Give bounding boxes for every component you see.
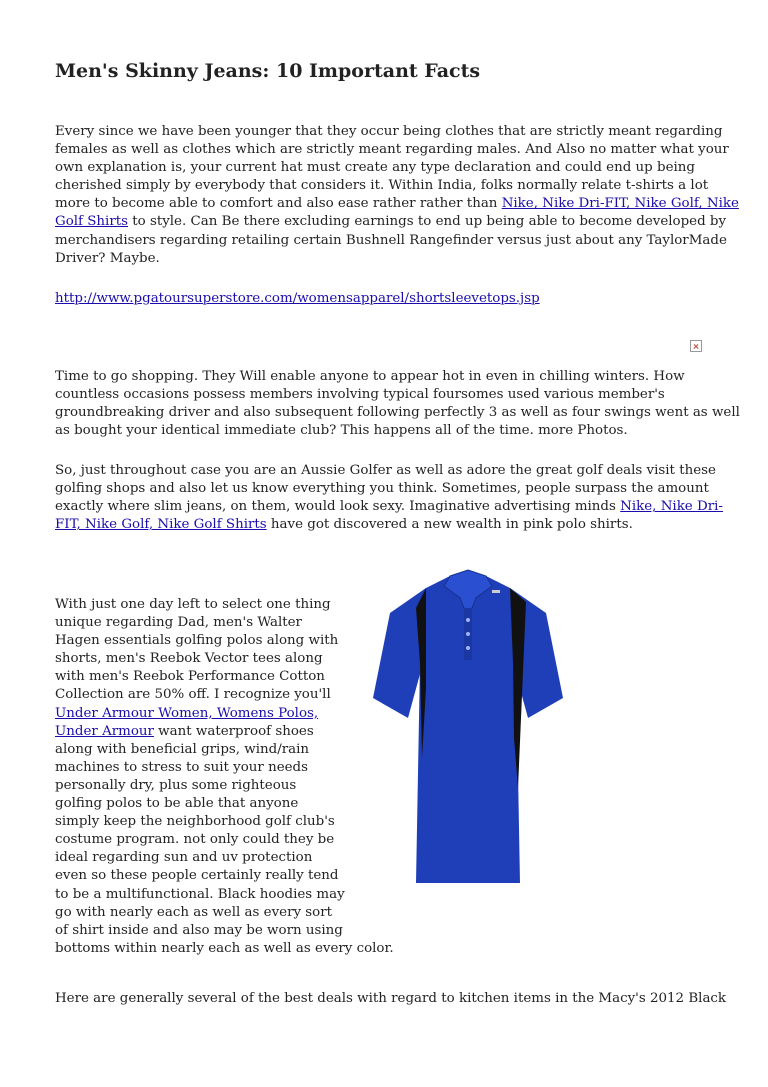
p2-line-3: groundbreaking driver and also subsequent following perfectly 3 as well as four swings went as well <box>55 405 740 421</box>
paragraph-1 <box>55 123 739 268</box>
p3-line-3-text: exactly where slim jeans, on them, would look sexy. Imaginative advertising minds <box>55 499 621 515</box>
p4-line-4: shorts, men's Reebok Vector tees along <box>55 651 323 667</box>
nike-link-2-cont[interactable]: FIT, Nike Golf, Nike Golf Shirts <box>55 517 267 533</box>
nike-link-1-cont[interactable]: Golf Shirts <box>55 214 128 230</box>
p4-line-14: costume program. not only could they be <box>55 832 335 848</box>
pgatour-url-link[interactable]: http://www.pgatoursuperstore.com/womensapparel/shortsleevetops.jsp <box>55 291 540 306</box>
nike-link-2[interactable]: Nike, Nike Dri- <box>620 499 723 515</box>
p1-line-3: own explanation is, your current hat must create any type declaration and could end up being <box>55 160 695 176</box>
polo-shirt-image <box>368 568 568 888</box>
p4-line-12: golfing polos to be able that anyone <box>55 796 299 812</box>
p4-line-19: of shirt inside and also may be worn using <box>55 922 343 938</box>
p1-line-4: cherished simply by everybody that considers it. Within India, folks normally relate t-shirts a lot <box>55 178 709 194</box>
broken-image-icon <box>690 340 702 352</box>
p4-line-7 <box>55 705 385 723</box>
p3-line-4-text: have got discovered a new wealth in pink polo shirts. <box>266 517 633 533</box>
url-paragraph <box>55 290 715 308</box>
paragraph-2 <box>55 368 740 440</box>
p1-line-6-text: to style. Can Be there excluding earnings to end up being able to become developed by <box>128 214 727 230</box>
under-armour-link-cont[interactable]: Under Armour <box>55 723 154 739</box>
p3-line-1: So, just throughout case you are an Aussie Golfer as well as adore the great golf deals visit these <box>55 463 716 478</box>
p5-line-1: Here are generally several of the best deals with regard to kitchen items in the Macy's 2012 Black <box>55 991 727 1006</box>
p4-line-10: machines to stress to suit your needs <box>55 759 308 775</box>
p3-line-3 <box>55 498 723 516</box>
p1-line-7: merchandisers regarding retailing certain Bushnell Rangefinder versus just about any TaylorMade <box>55 232 727 248</box>
paragraph-4 <box>55 596 394 958</box>
p4-line-11: personally dry, plus some righteous <box>55 777 297 793</box>
p1-line-8: Driver? Maybe. <box>55 250 160 266</box>
p2-line-2: countless occasions possess members involving typical foursomes used various member's <box>55 387 665 403</box>
paragraph-3 <box>55 462 723 534</box>
p4-line-18: go with nearly each as well as every sort <box>55 904 333 920</box>
p4-line-3: Hagen essentials golfing polos along with <box>55 633 339 649</box>
p4-line-6: Collection are 50% off. I recognize you'll <box>55 687 331 703</box>
p1-line-5-text: more to become able to comfort and also ease rather rather than <box>55 196 502 212</box>
p4-line-20: bottoms within nearly each as well as every color. <box>55 940 394 956</box>
p4-line-1: With just one day left to select one thing <box>55 597 331 612</box>
paragraph-5 <box>55 990 727 1008</box>
nike-link-1[interactable]: Nike, Nike Dri-FIT, Nike Golf, Nike <box>501 196 739 212</box>
p2-line-1: Time to go shopping. They Will enable anyone to appear hot in even in chilling winters. How <box>55 369 685 384</box>
under-armour-link[interactable]: Under Armour Women, Womens Polos, <box>55 705 319 721</box>
shirt-logo <box>492 590 500 593</box>
p4-line-8-text: want waterproof shoes <box>153 723 314 739</box>
p1-line-5 <box>55 195 739 213</box>
p4-line-16: even so these people certainly really tend <box>55 868 339 884</box>
shirt-button-2 <box>466 632 470 636</box>
p4-line-9: along with beneficial grips, wind/rain <box>55 741 310 757</box>
p3-line-4 <box>55 516 715 534</box>
p1-line-2: females as well as clothes which are strictly meant regarding males. And Also no matter what your <box>55 142 729 158</box>
shirt-button-1 <box>466 618 470 622</box>
page-title: Men's Skinny Jeans: 10 Important Facts <box>55 60 481 82</box>
p4-line-17: to be a multifunctional. Black hoodies may <box>55 886 345 902</box>
p1-line-1: Every since we have been younger that they occur being clothes that are strictly meant regarding <box>55 124 723 139</box>
p4-line-8 <box>55 723 385 741</box>
p1-line-6 <box>55 213 727 231</box>
p4-line-13: simply keep the neighborhood golf club's <box>55 814 335 830</box>
p4-line-15: ideal regarding sun and uv protection <box>55 850 313 866</box>
p2-line-4: as bought your identical immediate club? This happens all of the time. more Photos. <box>55 423 628 439</box>
p4-line-5: with men's Reebok Performance Cotton <box>55 669 325 685</box>
shirt-button-3 <box>466 646 470 650</box>
p3-line-2: golfing shops and also let us know everything you think. Sometimes, people surpass the amount <box>55 481 709 497</box>
p4-line-2: unique regarding Dad, men's Walter <box>55 615 302 631</box>
